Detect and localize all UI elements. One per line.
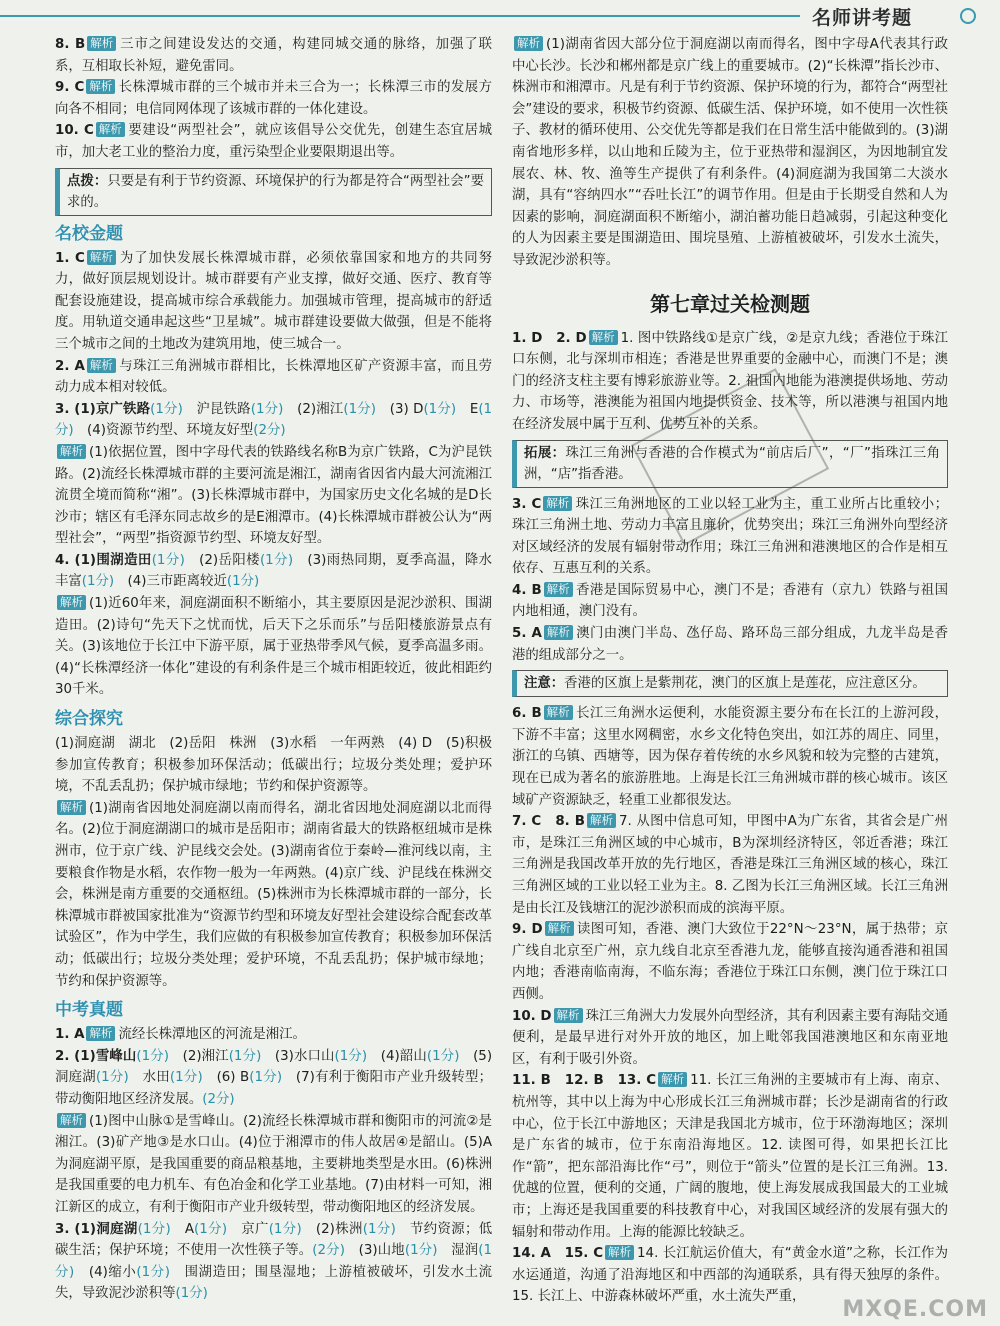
answer-item: 10. D 解析 珠江三角洲大力发展外向型经济，其有利因素主要有海陆交通便利，是最早进行对外开放的地区，加上毗邻我国港澳地区和东南亚地区，有利于吸引外资。 (512, 1007, 949, 1067)
answer-item: 2. (1)雪峰山(1分) (2)湘江(1分) (3)水口山(1分) (4)韶山(1分) (5)洞庭湖(1分) 水田(1分) (6) B(1分) (7)有利于衡阳市产业升级转型；带动衡阳地区经济发展。(2分) (55, 1048, 493, 1107)
answer-item: 3. C 解析 珠江三角洲地区的工业以轻工业为主，重工业所占比重较小；珠江三角洲土地、劳动力丰富且廉价，优势突出；珠江三角洲外向型经济对区域经济的发展有辐射带动作用；珠江三角洲和港澳地区的合作是相互依存、互惠互利的关系。 (512, 495, 948, 577)
answer-item: 1. D 2. D 解析 1. 图中铁路线①是京广线，②是京九线；香港位于珠江口东侧，北与深圳市相连；香港是世界重要的金融中心，而澳门不是；澳门的经济支柱主要有博彩旅游业等。2. 祖国内地能为港澳提供场地、劳动力、市场等，港澳能为祖国内地提供资金、技术等，所以港澳与祖国内地在经济发展中属于互利、优势互补的关系。 (512, 329, 948, 432)
answer-item: 1. A 解析 流经长株潭地区的河流是湘江。 (55, 1026, 306, 1043)
header-label: 名师讲考题 (812, 7, 913, 29)
answer-item: 9. D 解析 读图可知，香港、澳门大致位于22°N～23°N，属于热带；京广线自北京至广州，京九线自北京至香港九龙，能够直接沟通香港和祖国内地；香港南临南海，不临东海；香港位于珠江口东侧，澳门位于珠江口西侧。 (512, 921, 948, 1002)
section-title: 综合探究 (55, 709, 123, 730)
explanation: 解析 (1)湖南省因大部分位于洞庭湖以南而得名，图中字母A代表其行政中心长沙。长沙和郴州都是京广线上的重要城市。(2)“长株潭”指长沙市、株洲市和湘潭市。凡是有利于节约资源、保护环境的行为，都符合“两型社会”建设的要求，积极节约资源、低碳生活、保护环境，如不使用一次性筷子、教材的循环使用、公交优先等都是我们在日常生活中能做到的。(3)湖南省地形多样，以山地和丘陵为主，位于亚热带和湿润区，为因地制宜发展农、林、牧、渔等生产提供了有利条件。(4)洞庭湖为我国第二大淡水湖，具有“容纳四水”“吞吐长江”的调节作用。但是由于长期受自然和人为因素的影响，洞庭湖面积不断缩小，湖泊蓄功能日趋减弱，引起这种变化的人为因素主要是围湖造田、围垸垦殖、上游植被破坏，引发水土流失，导致泥沙淤积等。 (512, 36, 948, 268)
page-header (0, 0, 1000, 30)
answer-item: 4. B 解析 香港是国际贸易中心，澳门不是；香港有（京九）铁路与祖国内地相通，澳门没有。 (512, 581, 948, 620)
chapter-title: 第七章过关检测题 (650, 291, 810, 316)
answer-item: 2. A 解析 与珠江三角洲城市群相比，长株潭地区矿产资源丰富，而且劳动力成本相对较低。 (55, 357, 492, 396)
header-rule (0, 15, 800, 17)
explanation: 解析 (1)湖南省因地处洞庭湖以南而得名，湖北省因地处洞庭湖以北而得名。(2)位于洞庭湖湖口的城市是岳阳市；湖南省最大的铁路枢纽城市是株洲市，位于京广线、沪昆线交会处。(3)湖南省位于秦岭—淮河线以南，主要粮食作物是水稻，农作物一般为一年两熟。(4)京广线、沪昆线在株洲交会，株洲是南方重要的交通枢纽。(5)株洲市为长株潭城市群的一部分，长株潭城市群被国家批准为“资源节约型和环境友好型社会建设综合配套改革试验区”，作为中学生，我们应做的有积极参加宣传教育；积极参加环保活动；低碳出行；垃圾分类处理；爱护环境，不乱丢乱扔；保护城市绿地；节约和保护资源等。 (55, 799, 492, 989)
answer-item: 1. C 解析 为了加快发展长株潭城市群，必须依靠国家和地方的共同努力，做好顶层规划设计。城市群要有产业支撑，做好交通、医疗、教育等配套设施建设，提高城市综合承载能力。加强城市管理，提高城市的舒适度。用轨道交通串起这些“卫星城”。城市群建设要做大做强，但是不能将三个城市之间的土地改为建筑用地，使三城合一。 (55, 249, 492, 352)
extension-box: 拓展：珠江三角洲与香港的合作模式为“前店后厂”，“厂”指珠江三角洲，“店”指香港。 (512, 440, 948, 488)
answer-item: 10. C 解析 要建设“两型社会”，就应该倡导公交优先，创建生态宜居城市，加大老工业的整治力度，重污染型企业要限期退出等。 (55, 122, 492, 160)
left-column (55, 34, 492, 1305)
answer-item: 3. (1)京广铁路(1分) 沪昆铁路(1分) (2)湘江(1分) (3) D(1分) E(1分) (4)资源节约型、环境友好型(2分) (55, 401, 493, 439)
answer-item: 5. A 解析 澳门由澳门半岛、氹仔岛、路环岛三部分组成，九龙半岛是香港的组成部分之一。 (512, 625, 948, 663)
answer-item: 11. B 12. B 13. C 解析 11. 长江三角洲的主要城市有上海、南京、杭州等，其中以上海为中心形成长江三角洲城市群；长沙是湖南省的行政中心，位于长江中游地区；天津是我国北方城市，位于环渤海地区；深圳是广东省的城市，位于东南沿海地区。12. 读图可得，如果把长江比作“箭”，把东部沿海比作“弓”，则位于“箭头”位置的是长江三角洲。13. 优越的位置，便利的交通，广阔的腹地，使上海发展成我国最大的工业城市；上海还是我国重要的科技教育中心，对我国区域经济的发展有强大的辐射和带动作用。上海的能源比较缺乏。 (512, 1072, 948, 1240)
header-circle-icon (960, 8, 976, 24)
answer-item: 14. A 15. C 解析 14. 长江航运价值大，有“黄金水道”之称，长江作为水运通道，沟通了沿海地区和中西部的沟通联系，具有得天独厚的条件。15. 长江上、中游森林破坏严重，水土流失严重， (512, 1245, 948, 1305)
section-title: 名校金题 (55, 223, 123, 244)
answer-item: 3. (1)洞庭湖(1分) A(1分) 京广(1分) (2)株洲(1分) 节约资源；低碳生活；保护环境；不使用一次性筷子等。(2分) (3)山地(1分) 湿润(1分) (4)缩小(1分) 围湖造田；围垦湿地；上游植被破坏，引发水土流失，导致泥沙淤积等(1分) (55, 1221, 493, 1302)
explanation: 解析 (1)图中山脉①是雪峰山。(2)流经长株潭城市群和衡阳市的河流②是湘江。(3)矿产地③是水口山。(4)位于湘潭市的伟人故居④是韶山。(5)A为洞庭湖平原，是我国重要的商品粮基地，主要耕地类型是水田。(6)株洲是我国重要的电力机车、有色冶金和化学工业基地。(7)由材料一可知，湘江新区的成立，有利于衡阳市产业升级转型，带动衡阳地区的经济发展。 (55, 1112, 492, 1215)
watermark: MXQE.COM (842, 1297, 988, 1322)
explanation: 解析 (1)依据位置，图中字母代表的铁路线名称B为京广铁路，C为沪昆铁路。(2)流经长株潭城市群的主要河流是湘江，湖南省因省内最大河流湘江流贯全境而简称“湘”。(3)长株潭城市群中，为国家历史文化名城的是D长沙市；辖区有毛泽东同志故乡的是E湘潭市。(4)长株潭城市群被公认为“两型社会”，“两型”指资源节约型、环境友好型。 (55, 443, 492, 547)
explanation: 解析 (1)近60年来，洞庭湖面积不断缩小，其主要原因是泥沙淤积、围湖造田。(2)诗句“先天下之忧而忧，后天下之乐而乐”与岳阳楼旅游景点有关。(3)该地位于长江中下游平原，属于亚热带季风气候，夏季高温多雨。(4)“长株潭经济一体化”建设的有利条件是三个城市相距较近，彼此相距约30千米。 (55, 595, 492, 698)
right-column (512, 34, 948, 1308)
answer-item: 7. C 8. B 解析 7. 从图中信息可知，甲图中A为广东省，其省会是广州市，是珠江三角洲区域的中心城市，B为深圳经济特区，邻近香港；珠江三角洲是我国改革开放的先行地区，香港是珠江三角洲区域的核心，珠江三角洲区域的工业以轻工业为主。8. 乙图为长江三角洲区域。长江三角洲是由长江及钱塘江的泥沙淤积而成的滨海平原。 (512, 813, 948, 916)
attention-box: 注意：香港的区旗上是紫荆花，澳门的区旗上是莲花，应注意区分。 (512, 670, 948, 697)
answer-item: 8. B 解析 三市之间建设发达的交通，构建同城交通的脉络，加强了联系，互相取长补短，避免雷同。 (55, 36, 493, 74)
section-title: 中考真题 (55, 1000, 123, 1021)
tip-box: 点拨：只要是有利于节约资源、环境保护的行为都是符合“两型社会”要求的。 (55, 168, 492, 216)
answer-item: 6. B 解析 长江三角洲水运便利，水能资源主要分布在长江的上游河段，下游不丰富；这里水网稠密，水乡文化特色突出，如江苏的周庄、同里，浙江的乌镇、西塘等，因为保存着传统的水乡风貌和较为完整的古建筑，现在已成为著名的旅游胜地。上海是长江三角洲城市群的核心城市。该区域矿产资源缺乏，轻重工业都很发达。 (512, 705, 948, 808)
answer-item: 9. C 解析 长株潭城市群的三个城市并未三合为一；长株潭三市的发展方向各不相同；电信同网体现了该城市群的一体化建设。 (55, 79, 492, 117)
answer-item: (1)洞庭湖 湖北 (2)岳阳 株洲 (3)水稻 一年两熟 (4) D (5)积极参加宣传教育；积极参加环保活动；低碳出行；垃圾分类处理；爱护环境，不乱丢乱扔；保护城市绿地；节约和保护资源等。 (55, 736, 492, 795)
answer-item: 4. (1)围湖造田(1分) (2)岳阳楼(1分) (3)雨热同期，夏季高温，降水丰富(1分) (4)三市距离较近(1分) (55, 552, 493, 590)
